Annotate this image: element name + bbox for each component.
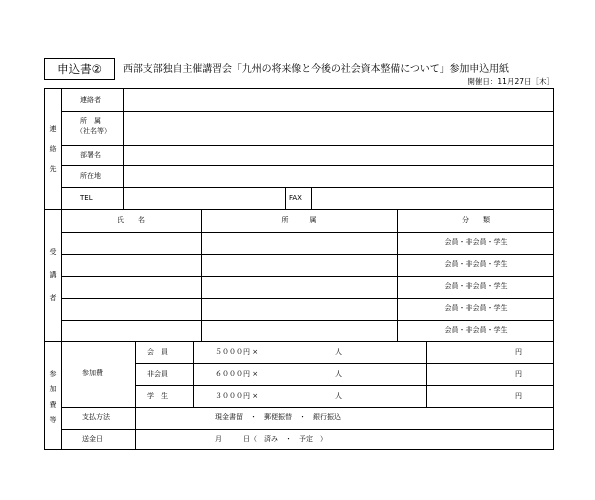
- section-char: 者: [49, 294, 57, 302]
- section-char: 加: [49, 385, 57, 394]
- yen-unit: 円: [515, 392, 522, 400]
- yen-unit: 円: [515, 370, 522, 378]
- contact-name-label: 連絡者: [80, 96, 101, 104]
- divider: [311, 187, 312, 209]
- divider: [285, 187, 286, 209]
- divider: [135, 363, 553, 364]
- member-price: ５０００円 ×: [215, 348, 259, 356]
- send-date-value: 月 日（ 済み ・ 予定 ）: [215, 435, 327, 443]
- divider: [61, 232, 553, 233]
- section-char: 等: [49, 415, 57, 424]
- category-options: 会員・非会員・学生: [444, 238, 508, 246]
- member-price: ６０００円 ×: [215, 370, 259, 378]
- tel-label: TEL: [80, 194, 93, 202]
- category-options: 会員・非会員・学生: [444, 282, 508, 290]
- category-options: 会員・非会員・学生: [444, 304, 508, 312]
- fax-label: FAX: [289, 194, 302, 202]
- attendee-section-label: [47, 247, 59, 303]
- section-char: 費: [49, 400, 57, 409]
- send-date-label: 送金日: [82, 435, 103, 443]
- divider: [45, 341, 553, 342]
- divider: [61, 276, 553, 277]
- member-type: 非会員: [147, 370, 168, 378]
- fee-section-label: [47, 369, 59, 425]
- form-title: 西部支部独自主催講習会「九州の将来像と今後の社会資本整備について」参加申込用紙: [123, 64, 509, 75]
- section-char: 参: [49, 370, 57, 378]
- name-header: 氏 名: [117, 216, 145, 224]
- member-type: 学 生: [147, 392, 168, 400]
- divider: [45, 209, 553, 210]
- category-header: 分 類: [462, 216, 490, 224]
- divider: [61, 298, 553, 299]
- divider: [135, 341, 136, 450]
- divider: [135, 385, 553, 386]
- divider: [426, 341, 427, 407]
- person-unit: 人: [335, 392, 342, 400]
- address-label: 所在地: [80, 172, 101, 180]
- section-char: 先: [49, 165, 57, 173]
- fee-label: 参加費: [82, 369, 103, 377]
- divider: [61, 111, 553, 112]
- payment-options: 現金書留 ・ 郵便振替 ・ 銀行振込: [215, 413, 341, 421]
- form-id-box: [44, 58, 115, 80]
- divider: [397, 209, 398, 341]
- member-type: 会 員: [147, 348, 168, 356]
- divider: [61, 165, 553, 166]
- divider: [61, 89, 62, 450]
- person-unit: 人: [335, 348, 342, 356]
- event-date: 開催日：11月27日［木］: [467, 77, 554, 86]
- payment-method-label: 支払方法: [82, 413, 110, 421]
- section-char: 連: [49, 125, 57, 133]
- divider: [193, 341, 194, 407]
- application-form-table: [44, 88, 554, 450]
- department-label: 部署名: [80, 151, 101, 159]
- divider: [61, 254, 553, 255]
- affiliation-header: 所 属: [281, 216, 317, 224]
- divider: [61, 320, 553, 321]
- contact-section-label: [47, 124, 59, 174]
- section-char: 講: [49, 271, 57, 279]
- divider: [201, 209, 202, 341]
- section-char: 絡: [49, 145, 57, 153]
- yen-unit: 円: [515, 348, 522, 356]
- form-id: 申込書②: [57, 62, 102, 76]
- section-char: 受: [49, 248, 57, 256]
- category-options: 会員・非会員・学生: [444, 260, 508, 268]
- divider: [61, 187, 553, 188]
- affiliation-label: 所 属: [80, 117, 101, 125]
- divider: [61, 145, 553, 146]
- divider: [123, 89, 124, 209]
- member-price: ３０００円 ×: [215, 392, 259, 400]
- category-options: 会員・非会員・学生: [444, 326, 508, 334]
- person-unit: 人: [335, 370, 342, 378]
- affiliation-sublabel: （社名等）: [76, 127, 111, 135]
